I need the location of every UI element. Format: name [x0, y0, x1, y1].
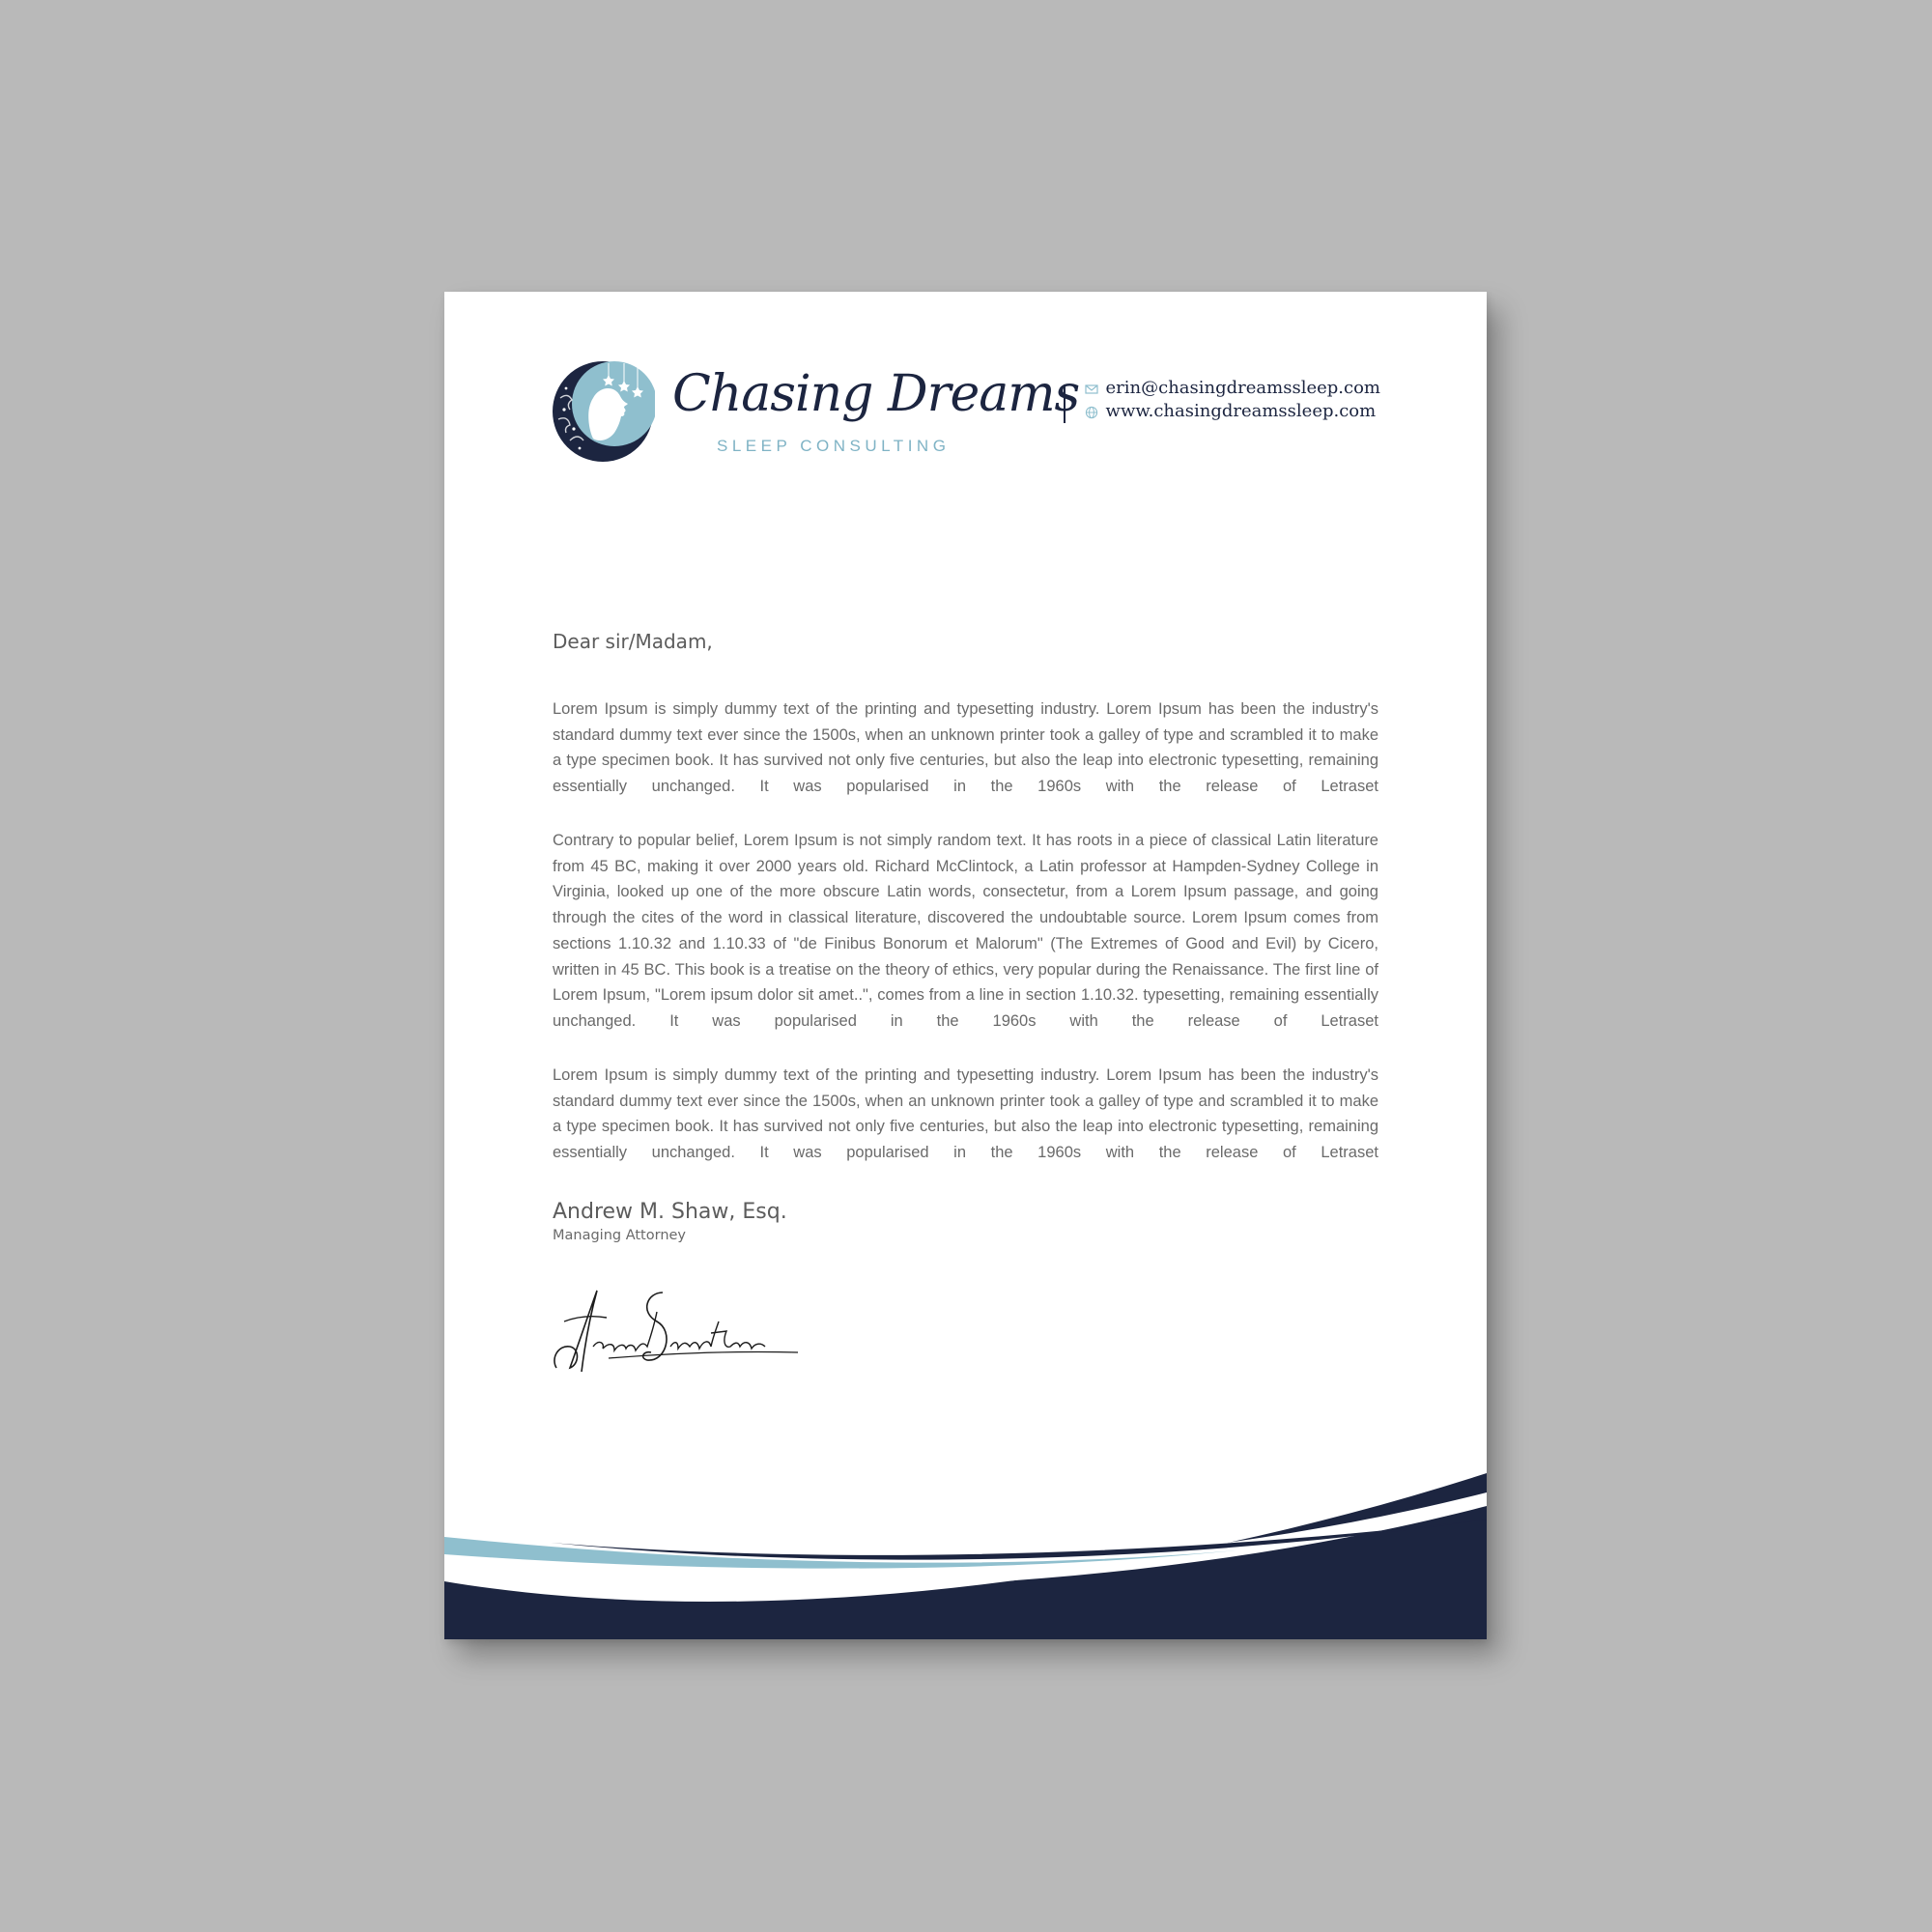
footer-wave-decoration	[444, 1446, 1487, 1639]
letterhead-sheet	[444, 292, 1487, 1639]
envelope-icon	[1085, 383, 1098, 396]
globe-icon	[1085, 406, 1098, 419]
website-text[interactable]: www.chasingdreamssleep.com	[1105, 401, 1377, 421]
contact-email[interactable]	[1085, 377, 1380, 400]
handwritten-signature	[551, 1283, 802, 1376]
contact-website[interactable]	[1085, 400, 1380, 423]
letter-greeting: Dear sir/Madam,	[553, 630, 713, 653]
brand-name: Chasing Dreams	[672, 365, 1080, 423]
signer-title: Managing Attorney	[553, 1228, 687, 1243]
brand-logo	[551, 357, 1080, 466]
letter-paragraph-1: Lorem Ipsum is simply dummy text of the printing and typesetting industry. Lorem Ipsum has been the industry's standard dummy text ever since the 1500s, when an unknown printer took a galley of type and scrambled it to make a type specimen book. It has survived not only five centuries, but also the leap into electronic typesetting, remaining essentially unchanged. It was popularised in the 1960s with the release of Letraset	[553, 700, 1378, 796]
crescent-moon-logo-icon	[551, 359, 655, 464]
letter-paragraph-2: Contrary to popular belief, Lorem Ipsum is not simply random text. It has roots in a piece of classical Latin literature from 45 BC, making it over 2000 years old. Richard McClintock, a Latin professor at Hampden-Sydney College in Virginia, looked up one of the more obscure Latin words, consectetur, from a Lorem Ipsum passage, and going through the cites of the word in classical literature, discovered the undoubtable source. Lorem Ipsum comes from sections 1.10.32 and 1.10.33 of "de Finibus Bonorum et Malorum" (The Extremes of Good and Evil) by Cicero, written in 45 BC. This book is a treatise on the theory of ethics, very popular during the Renaissance. The first line of Lorem Ipsum, "Lorem ipsum dolor sit amet..", comes from a line in section 1.10.32. typesetting, remaining essentially unchanged. It was popularised in the 1960s with the release of Letraset	[553, 832, 1378, 1030]
brand-tagline: SLEEP CONSULTING	[717, 437, 951, 455]
email-text[interactable]: erin@chasingdreamssleep.com	[1105, 378, 1380, 398]
contact-block	[1064, 378, 1380, 423]
signer-name: Andrew M. Shaw, Esq.	[553, 1200, 787, 1224]
letter-paragraph-3: Lorem Ipsum is simply dummy text of the printing and typesetting industry. Lorem Ipsum has been the industry's standard dummy text ever since the 1500s, when an unknown printer took a galley of type and scrambled it to make a type specimen book. It has survived not only five centuries, but also the leap into electronic typesetting, remaining essentially unchanged. It was popularised in the 1960s with the release of Letraset	[553, 1066, 1378, 1162]
